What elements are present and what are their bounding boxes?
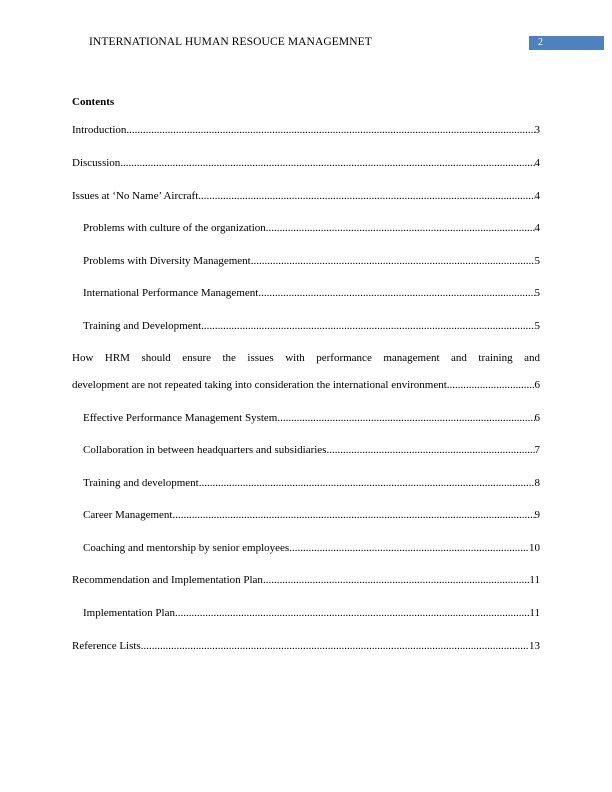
toc-entry-label: Coaching and mentorship by senior employees [83,542,290,554]
page-number-badge [529,36,604,50]
toc-entry-label: Problems with Diversity Management [83,255,251,267]
toc-entry-label: Problems with culture of the organization [83,222,266,234]
toc-entry-page: 9 [534,509,540,521]
toc-entry-label: Effective Performance Management System [83,412,278,424]
toc-entry-label: Training and Development [83,320,202,332]
toc-entry-label: Issues at ‘No Name’ Aircraft [72,190,199,202]
toc-entry-page: 13 [529,640,540,652]
toc-entry-effective-performance[interactable] [72,412,540,425]
toc-entry-label: Collaboration in between headquarters and subsidiaries [83,444,327,456]
toc-entry-label: Career Management [83,509,173,521]
toc-entry-page: 8 [534,477,540,489]
toc-entry-page: 6 [534,379,540,391]
toc-entry-label: Recommendation and Implementation Plan [72,574,263,586]
page-number: 2 [538,37,543,48]
toc-entry-hrm-ensure[interactable] [72,352,540,392]
toc-entry-page: 5 [534,287,540,299]
toc-entry-training[interactable] [72,477,540,490]
toc-entry-label: Training and development [83,477,199,489]
toc-entry-label-line2: development are not repeated taking into consideration the international environment [72,379,447,391]
toc-entry-label: Discussion [72,157,121,169]
contents-heading: Contents [72,96,115,108]
toc-entry-intl-performance[interactable] [72,287,540,300]
toc-entry-label: Introduction [72,124,127,136]
toc-entry-collaboration[interactable] [72,444,540,457]
toc-entry-discussion[interactable] [72,157,540,170]
toc-entry-issues[interactable] [72,190,540,203]
toc-entry-culture[interactable] [72,222,540,235]
toc-entry-coaching[interactable] [72,542,540,555]
toc-entry-introduction[interactable] [72,124,540,137]
toc-entry-page: 4 [534,157,540,169]
toc-entry-page: 5 [534,320,540,332]
toc-entry-label: International Performance Management [83,287,259,299]
toc-entry-diversity[interactable] [72,255,540,268]
toc-entry-career[interactable] [72,509,540,522]
toc-entry-page: 10 [529,542,540,554]
toc-entry-implementation[interactable] [72,607,540,620]
toc-entry-label: Reference Lists [72,640,141,652]
toc-entry-references[interactable] [72,640,540,653]
running-header-title: INTERNATIONAL HUMAN RESOUCE MANAGEMNET [89,36,372,48]
toc-entry-training-development[interactable] [72,320,540,333]
toc-entry-page: 11 [529,574,540,586]
toc-entry-page: 3 [534,124,540,136]
toc-entry-page: 6 [534,412,540,424]
toc-entry-page: 7 [534,444,540,456]
toc-entry-label: Implementation Plan [83,607,175,619]
toc-entry-label-line1: How HRM should ensure the issues with performance management and training and [72,352,540,364]
toc-entry-page: 4 [534,190,540,202]
toc-entry-page: 4 [534,222,540,234]
toc-entry-recommendation[interactable] [72,574,540,587]
toc-entry-page: 5 [534,255,540,267]
toc-entry-page: 11 [529,607,540,619]
